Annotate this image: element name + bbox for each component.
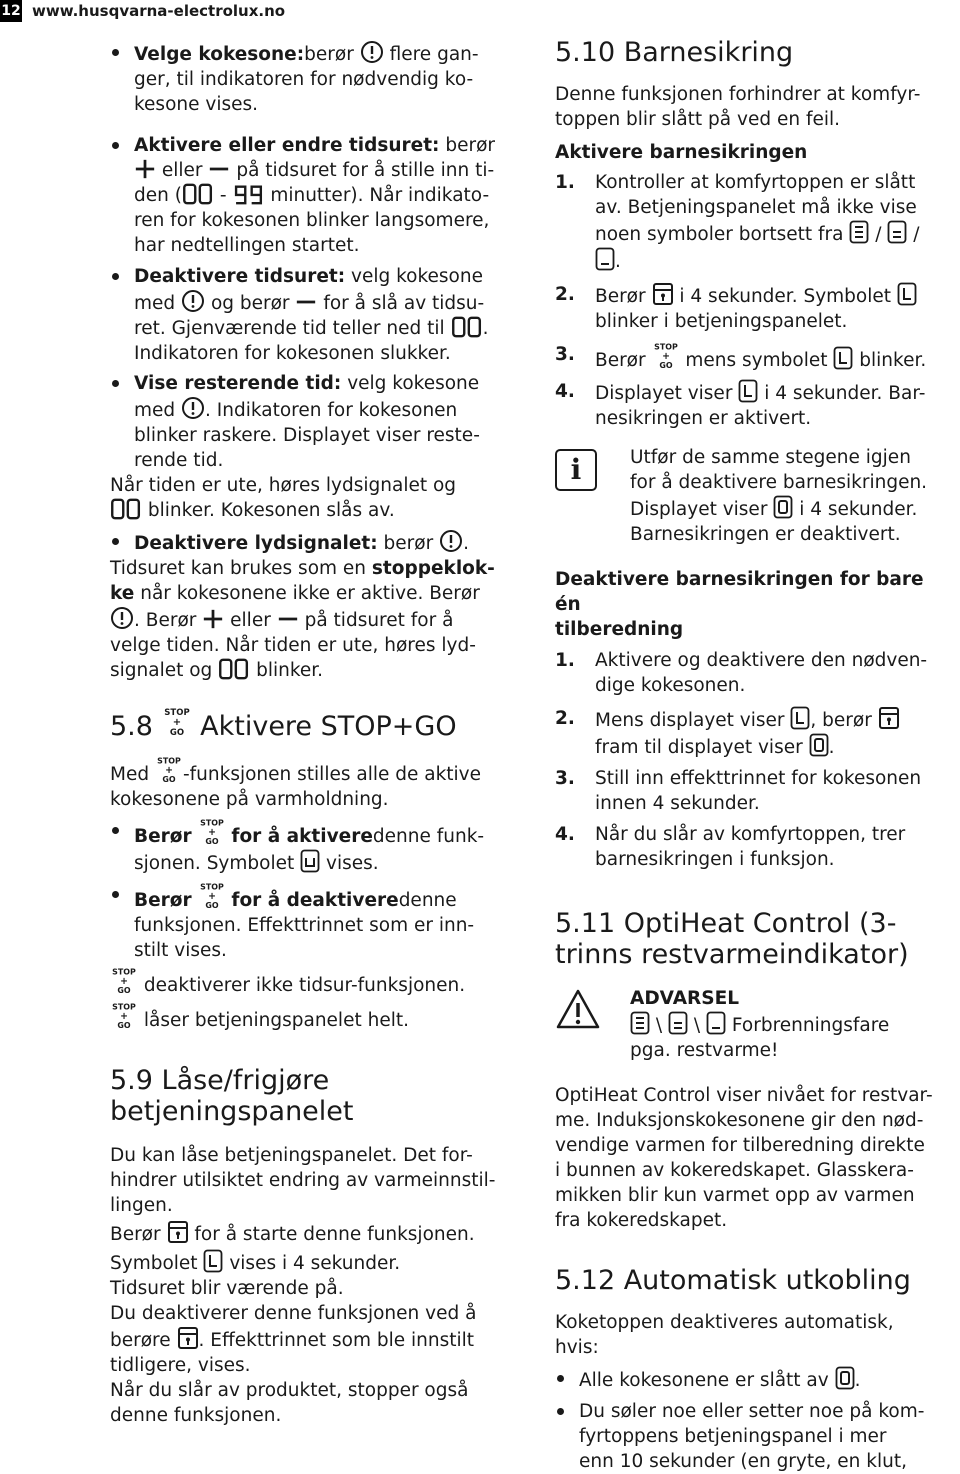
stop-go-icon xyxy=(155,756,183,784)
paragraph-optiheat: OptiHeat Control viser nivået for restvar- me. Induksjonskokesonene gir den nød- vendige varmen for tilberedning direkte i bunnen av kokeredskapet. Glasskera- mikken blir kun varmet opp av varmen fra kokeredskapet. xyxy=(555,1085,933,1231)
bullet-vise-resterende: Vise resterende tid: velg kokesone med . Indikatoren for kokesonen blinker raskere. Displayet viser reste- rende tid. xyxy=(110,371,520,473)
heat-3-icon xyxy=(630,1011,650,1035)
paragraph-stoppeklokke: Tidsuret kan brukes som en stoppeklok- ke når kokesonene ikke er aktive. Berør . Berør eller på tidsuret for å velge tiden. Når tiden er ute, høres lyd- signalet og blinker. xyxy=(110,558,495,681)
minus-icon xyxy=(208,158,230,180)
paragraph-tidsur-paa: Tidsuret blir værende på. xyxy=(110,1278,344,1299)
info-note: i Utfør de samme stegene igjen for å deaktivere barnesikringen. Displayet viser i 4 sekunder. Barnesikringen er deaktivert. xyxy=(555,445,955,547)
substep-3: 3. Still inn effekttrinnet for kokesonen innen 4 sekunder. xyxy=(555,768,922,814)
plus-icon xyxy=(202,608,224,630)
step-2: 2. Berør i 4 sekunder. Symbolet blinker i betjeningspanelet. xyxy=(555,282,955,334)
paragraph-laase-symbol: Symbolet vises i 4 sekunder. xyxy=(110,1249,520,1276)
paragraph-barnesikring-intro: Denne funksjonen forhindrer at komfyr- toppen blir slått på ved en feil. xyxy=(555,84,921,130)
bullet-alle-kokesoner-av: Alle kokesonene er slått av . xyxy=(555,1366,955,1393)
minus-icon xyxy=(295,291,317,313)
stop-go-icon xyxy=(162,707,192,737)
bullet-soler-noe: Du søler noe eller setter noe på kom- fyrtoppens betjeningspanel i mer enn 10 sekunder (en gryte, en klut, xyxy=(555,1399,955,1474)
timer-icon xyxy=(110,606,134,630)
paragraph-laase-intro: Du kan låse betjeningspanelet. Det for- hindrer utilsiktet endring av varmeinnstil- lingen. xyxy=(110,1145,496,1216)
step-1: 1. Kontroller at komfyrtoppen er slått av. Betjeningspanelet må ikke vise noen symboler bortsett fra / / . xyxy=(555,172,920,272)
paragraph-automatisk-intro: Koketoppen deaktiveres automatisk, hvis: xyxy=(555,1312,894,1358)
substep-2: 2. Mens displayet viser , berør fram til displayet viser . xyxy=(555,706,955,760)
page-number: 12 xyxy=(0,0,22,22)
bullet-aktivere-stopgo: Berør for å aktiveredenne funk- sjonen. Symbolet vises. xyxy=(110,818,520,876)
bullet-deaktivere-tidsur: Deaktivere tidsuret: velg kokesone med og berør for å slå av tidsu- ret. Gjenværende tid teller ned til . Indikatoren for kokesonen slukker. xyxy=(110,264,520,366)
heat-3-icon xyxy=(849,220,869,244)
substep-4: 4. Når du slår av komfyrtoppen, trer barnesikringen i funksjon. xyxy=(555,824,906,870)
paragraph-laase-deaktivere: Du deaktiverer denne funksjonen ved å berøre . Effekttrinnet som ble innstilt tidligere, vises. xyxy=(110,1303,477,1376)
step-4: 4. Displayet viser i 4 sekunder. Bar- nesikringen er aktivert. xyxy=(555,381,926,429)
heading-deaktivere-en-tilberedning: Deaktivere barnesikringen for bare én tilberedning xyxy=(555,569,924,640)
section-5-10-heading: 5.10 Barnesikring xyxy=(555,37,794,68)
bullet-deaktivere-stopgo: Berør for å deaktiveredenne funksjonen. Effekttrinnet som er inn- stilt vises. xyxy=(110,882,520,963)
lock-icon xyxy=(878,706,900,730)
zero-symbol-icon xyxy=(835,1366,855,1390)
stop-go-icon xyxy=(198,818,226,846)
paragraph-laase-start: Berør for å starte denne funksjonen. xyxy=(110,1220,520,1247)
l-symbol-icon xyxy=(203,1249,223,1273)
stop-go-icon xyxy=(652,342,680,370)
zero-symbol-icon xyxy=(773,495,793,519)
paragraph-tiden-ute: Når tiden er ute, høres lydsignalet og blinker. Kokesonen slås av. xyxy=(110,475,457,521)
display-00-icon xyxy=(182,183,214,205)
warning-triangle-icon xyxy=(555,988,601,1037)
paragraph-stopgo-intro: Med -funksjonen stilles alle de aktive kokesonene på varmholdning. xyxy=(110,756,520,812)
stop-go-icon xyxy=(110,967,138,995)
heat-2-icon xyxy=(887,220,907,244)
lock-icon xyxy=(652,282,674,306)
l-symbol-icon xyxy=(897,282,917,306)
plus-icon xyxy=(134,158,156,180)
timer-icon xyxy=(181,289,205,313)
left-column xyxy=(110,35,520,1428)
step-3: 3. Berør mens symbolet blinker. xyxy=(555,344,927,371)
zero-symbol-icon xyxy=(809,733,829,757)
paragraph-stopgo-laaser: låser betjeningspanelet helt. xyxy=(110,1002,520,1033)
bullet-aktivere-tidsur: Aktivere eller endre tidsuret: berør eller på tidsuret for å stille inn ti- den ( - minutter). Når indikato- ren for kokesonen blinker langsomere, har nedtellingen startet. xyxy=(110,133,520,258)
l-symbol-icon xyxy=(738,379,758,403)
timer-icon xyxy=(439,529,463,553)
lock-icon xyxy=(177,1326,199,1350)
paragraph-stopgo-tidsur: deaktiverer ikke tidsur-funksjonen. xyxy=(110,967,520,998)
section-5-12-heading: 5.12 Automatisk utkobling xyxy=(555,1265,911,1296)
u-symbol-icon xyxy=(300,849,320,873)
header-url: www.husqvarna-electrolux.no xyxy=(32,2,286,20)
l-symbol-icon xyxy=(833,346,853,370)
timer-icon xyxy=(181,396,205,420)
stop-go-icon xyxy=(198,882,226,910)
info-icon: i xyxy=(555,449,597,491)
heading-aktivere-barnesikring: Aktivere barnesikringen xyxy=(555,142,808,163)
bullet-deaktivere-lydsignal: Deaktivere lydsignalet: berør . xyxy=(110,529,520,556)
stop-go-icon xyxy=(110,1002,138,1030)
display-00-icon xyxy=(451,316,483,338)
timer-icon xyxy=(360,40,384,64)
bullet-velge-kokesone: Velge kokesone:berør flere gan- ger, til indikatoren for nødvendig ko- kesone vises. xyxy=(110,40,520,117)
heat-2-icon xyxy=(668,1011,688,1035)
warning-box: ADVARSEL \ \ Forbrenningsfare pga. restvarme! xyxy=(555,986,955,1063)
section-5-9-heading: 5.9 Låse/frigjøre betjeningspanelet xyxy=(110,1065,354,1127)
display-99-icon xyxy=(232,183,264,205)
display-00-icon xyxy=(110,498,142,520)
section-5-8-heading: 5.8 Aktivere STOP+GO xyxy=(110,707,520,742)
section-5-11-heading: 5.11 OptiHeat Control (3- trinns restvarmeindikator) xyxy=(555,908,909,970)
minus-icon xyxy=(277,608,299,630)
lock-icon xyxy=(167,1220,189,1244)
right-column xyxy=(555,35,955,1474)
heat-1-icon xyxy=(595,247,615,271)
paragraph-laase-produkt: Når du slår av produktet, stopper også denne funksjonen. xyxy=(110,1380,469,1426)
substep-1: 1. Aktivere og deaktivere den nødven- dige kokesonen. xyxy=(555,650,928,696)
heat-1-icon xyxy=(706,1011,726,1035)
display-00-icon xyxy=(218,658,250,680)
l-symbol-icon xyxy=(790,706,810,730)
